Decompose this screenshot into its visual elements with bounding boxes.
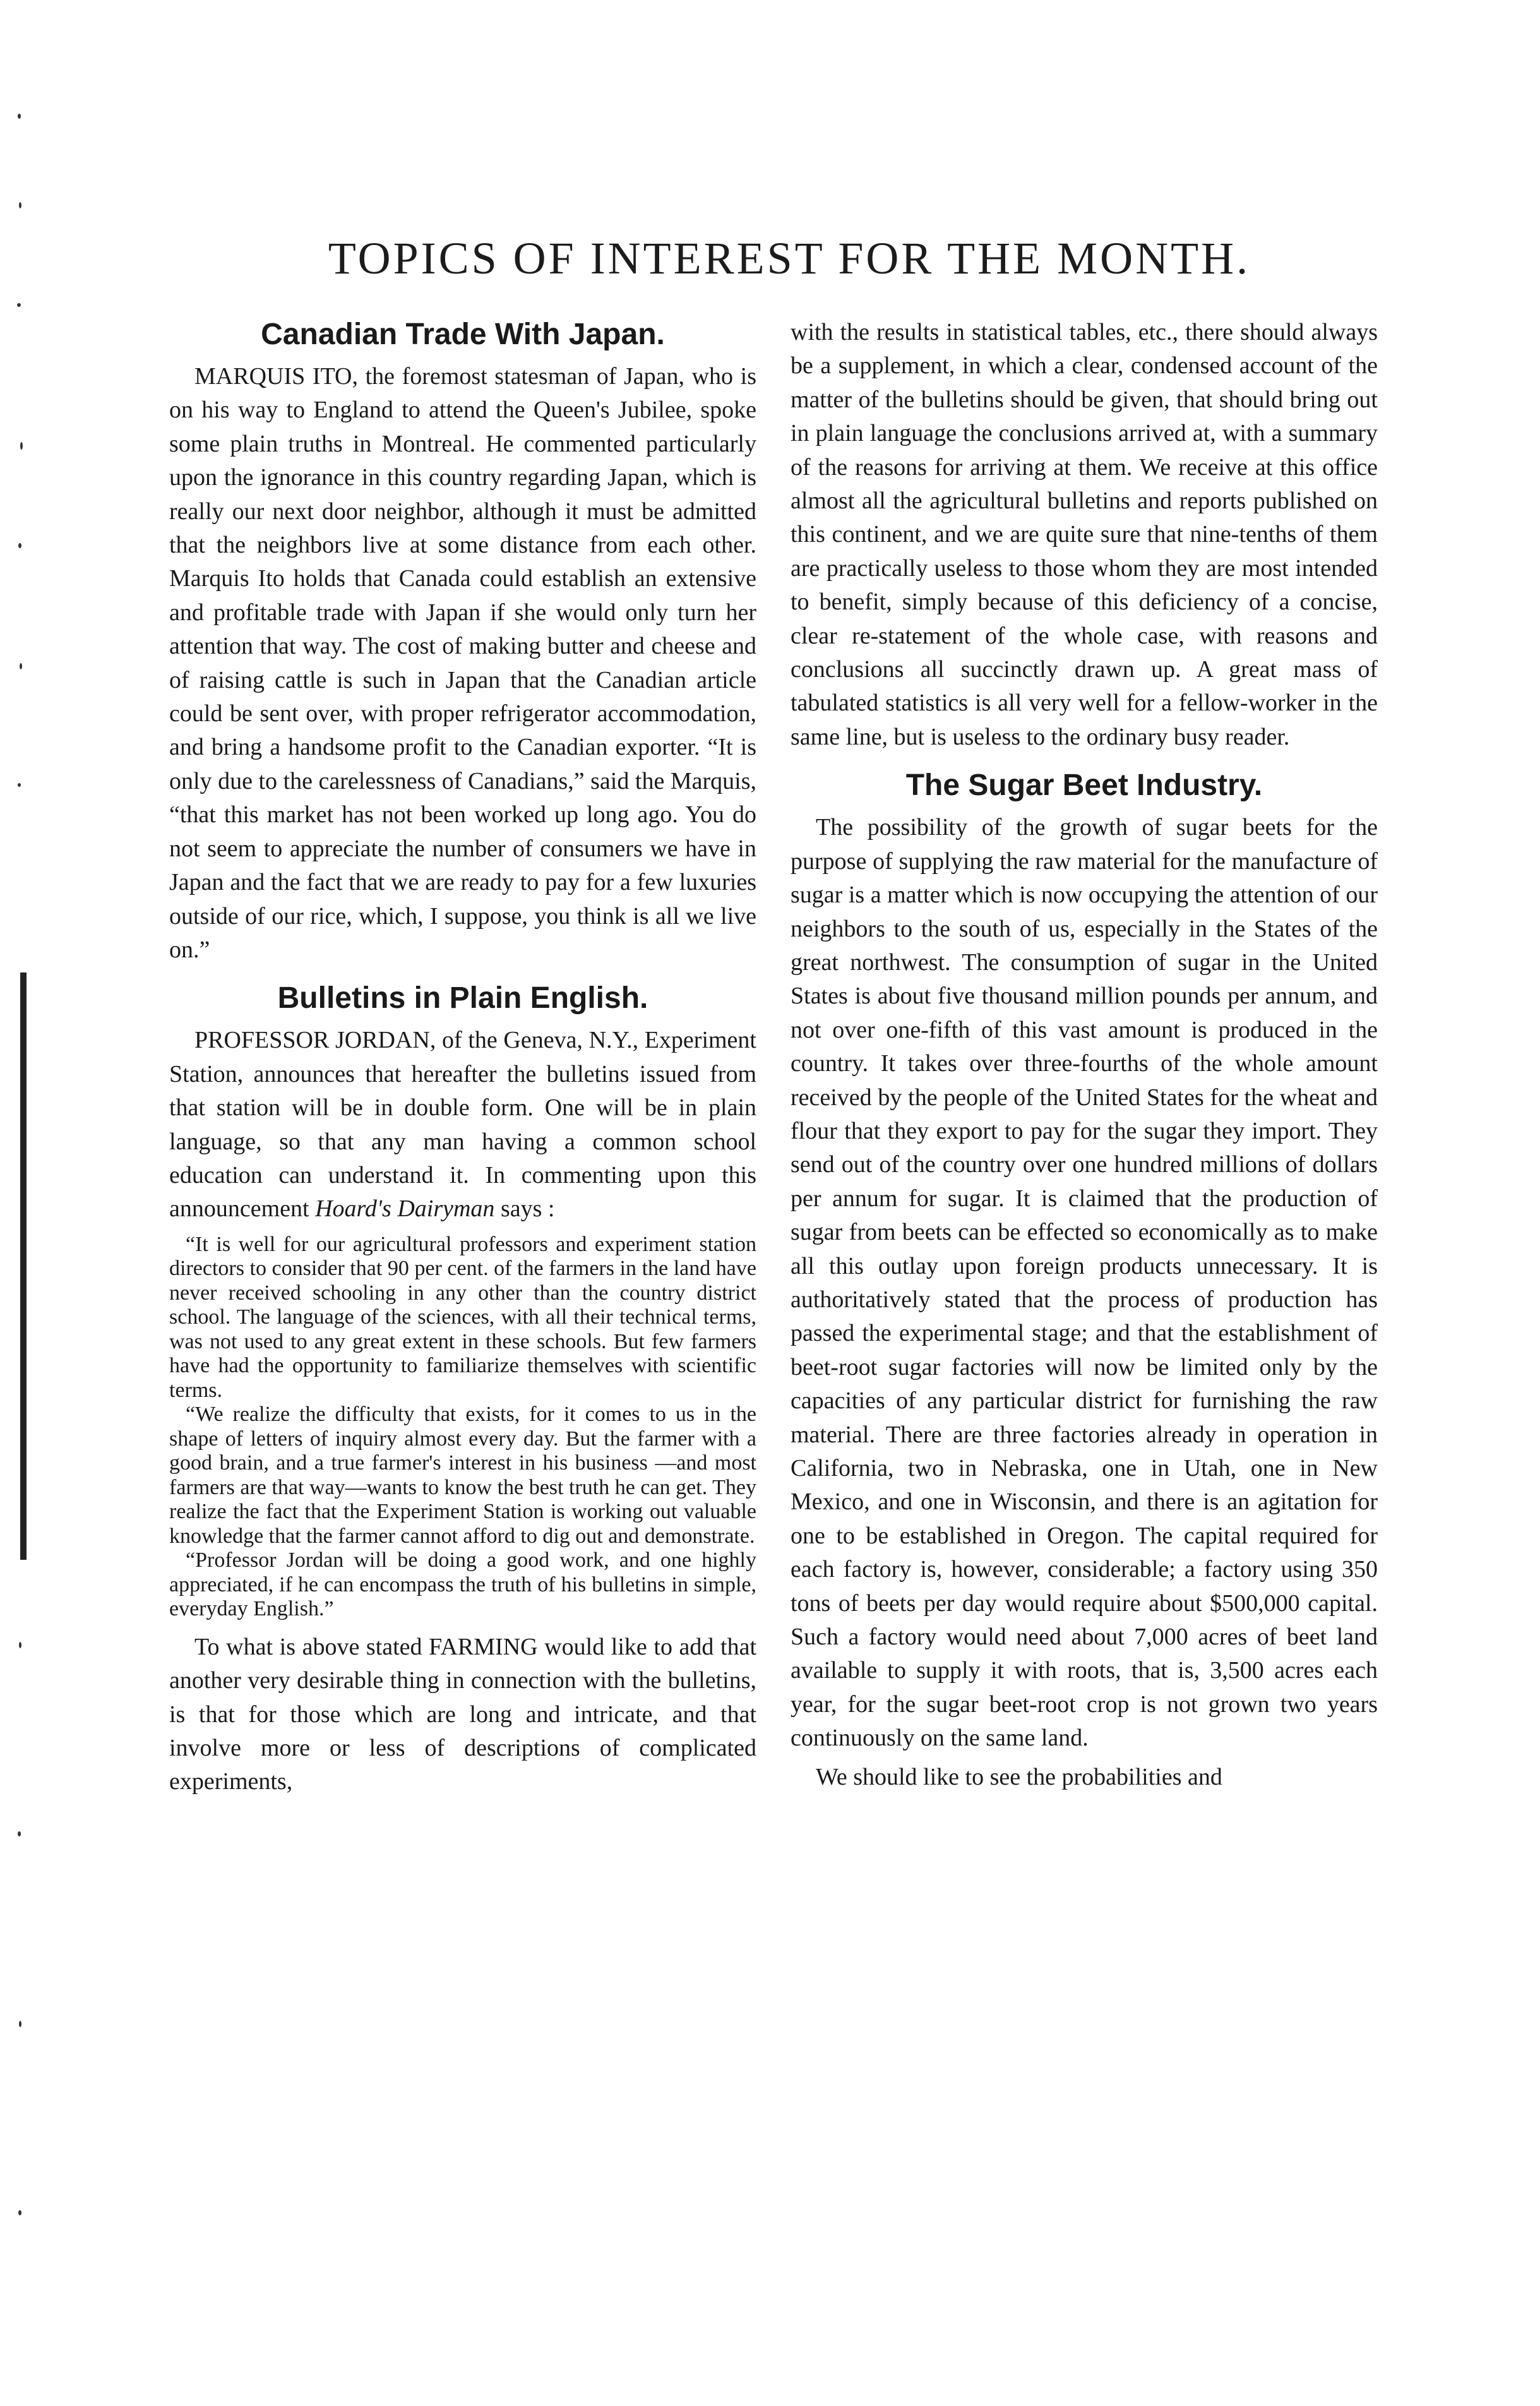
left-column [169,316,756,1799]
binding-speck [20,442,23,450]
binding-speck [19,202,21,208]
binding-speck [19,1642,21,1648]
closing-text: would like to add that another very desirable thing in connection with the bulletins, is that for those which are long and intricate, and that involve more or less of descriptions of complicated experiments, [169,1633,756,1795]
quote-paragraph: “It is well for our agricultural professors and experiment station directors to consider that 90 per cent. of the farmers in the land have never received schooling in any other than the country district school. The language of the sciences, with all their technical terms, was not used to any great extent in these schools. But few farmers have had the opportunity to familiarize themselves with scientific terms. [169,1232,756,1402]
sugar-beet-paragraph-continued: We should like to see the probabilities and [816,1763,1222,1790]
closing-start: To what is above stated [194,1633,429,1660]
section-heading-canadian-trade: Canadian Trade With Japan. [261,318,665,351]
bulletins-closing-paragraph [169,1631,756,1799]
professor-name: PROFESSOR JORDAN [194,1027,430,1054]
quote-paragraph: “We realize the difficulty that exists, for it comes to us in the shape of letters of inquiry almost every day. But the farmer with a good brain, and a true farmer's interest in his business —and most farmers are that way—wants to know the best truth he can get. They realize the fact that the Experiment Station is working out valuable knowledge that the farmer cannot afford to dig out and demonstrate. [169,1403,756,1548]
sugar-beet-paragraph: The possibility of the growth of sugar beets for the purpose of supplying the raw material for the manufacture of sugar is a matter which is now occupying the attention of our neighbors to the south of us, especially in the States of the great northwest. The consumption of sugar in the United States is about five thousand million pounds per annum, and not over one-fifth of this vast amount is produced in the country. It takes over three-fourths of the whole amount received by the people of the United States for the wheat and flour that they export to pay for the sugar they import. They send out of the country over one hundred millions of dollars per annum for sugar. It is claimed that the production of sugar from beets can be effected so economically as to make all this outlay upon foreign products unnecessary. It is authoritatively stated that the process of production has passed the experimental stage; and that the establishment of beet-root sugar factories will now be limited only by the capacities of any particular district for furnishing the raw material. There are three factories already in operation in California, two in Nebraska, one in Utah, one in New Mexico, and one in Wisconsin, and there is an agitation for one to be established in Oregon. The capital required for each factory is, however, considerable; a factory using 350 tons of beets per day would require about $500,000 capital. Such a factory would need about 7,000 acres of beet land available to supply it with roots, that is, 3,500 acres each year, for the sugar beet-root crop is not grown two years continuously on the same land. [791,814,1378,1752]
section-heading-sugar-beet: The Sugar Beet Industry. [905,769,1263,803]
publication-name: FARMING [429,1633,538,1660]
binding-speck [18,114,21,119]
binding-speck [18,783,21,787]
binding-speck [20,663,22,669]
quoted-block [169,1233,756,1622]
source-publication: Hoard's Dairyman [315,1195,495,1223]
binding-dark-strip [20,973,27,1560]
quote-paragraph: “Professor Jordan will be doing a good work, and one highly appreciated, if he can encompass the truth of his bulletins in simple, everyday English.” [169,1548,756,1621]
binding-speck [19,2021,21,2027]
binding-speck [17,303,21,307]
bulletins-continuation-paragraph: with the results in statistical tables, etc., there should always be a supplement, in which a clear, condensed account of the matter of the bulletins should be given, that should bring out in plain language the conclusions arrived at, with a summary of the reasons for arriving at them. We receive at this office almost all the agricultural bulletins and reports published on this continent, and we are quite sure that nine-tenths of them are practically useless to those whom they are most intended to benefit, simply because of this deficiency of a concise, clear re-statement of the whole case, with reasons and conclusions all succinctly drawn up. A great mass of tabulated statistics is all very well for a fellow-worker in the same line, but is useless to the ordinary busy reader. [791,319,1378,750]
bulletins-intro-end: says : [494,1195,555,1223]
page-title: TOPICS OF INTEREST FOR THE MONTH. [328,233,1251,284]
right-column [791,316,1378,1794]
bulletins-intro-text: , of the Geneva, N.Y., Experiment Station, announces that hereafter the bulletins issued from that station will be in double form. One will be in plain language, so that any man having a common school education can understand it. In commenting upon this announcement [169,1027,756,1223]
binding-speck [18,1831,21,1836]
section-heading-bulletins: Bulletins in Plain English. [277,981,648,1015]
canadian-trade-paragraph: MARQUIS ITO, the foremost statesman of Japan, who is on his way to England to attend the Queen's Jubilee, spoke some plain truths in Montreal. He commented particularly upon the ignorance in this country regarding Japan, which is really our next door neighbor, although it must be admitted that the neighbors live at some distance from each other. Marquis Ito holds that Canada could establish an extensive and profitable trade with Japan if she would only turn her attention that way. The cost of making butter and cheese and of raising cattle is such in Japan that the Canadian article could be sent over, with proper refrigerator accommodation, and bring a handsome profit to the Canadian exporter. “It is only due to the carelessness of Canadians,” said the Marquis, “that this market has not been worked up long ago. You do not seem to appreciate the number of consumers we have in Japan and the fact that we are ready to pay for a few luxuries outside of our rice, which, I suppose, you think is all we live on.” [169,363,756,963]
binding-speck [18,2210,21,2215]
binding-speck [18,543,21,548]
bulletins-intro-paragraph [169,1024,756,1226]
